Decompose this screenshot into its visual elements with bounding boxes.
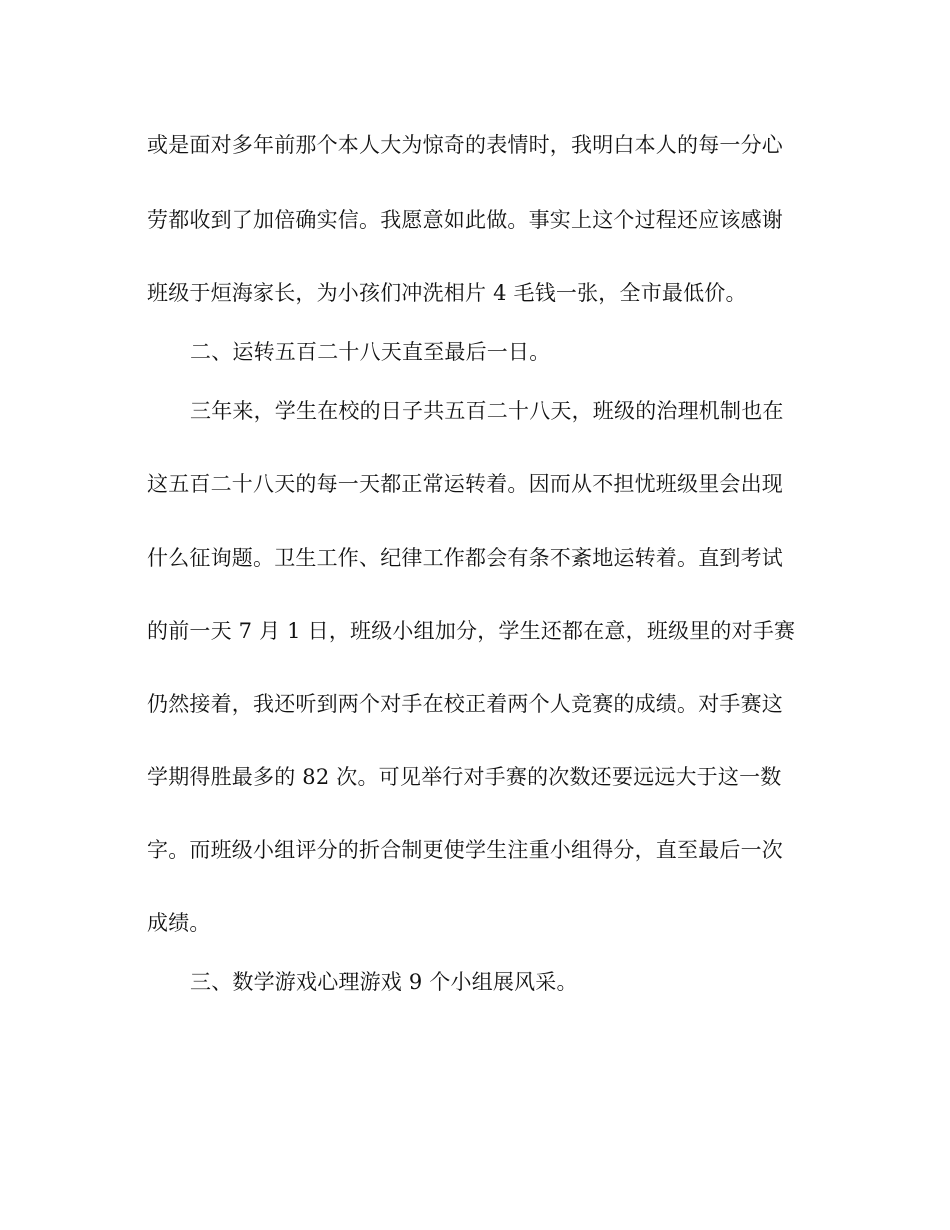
paragraph-line: 成绩。 (147, 911, 211, 935)
paragraph-line: 这五百二十八天的每一天都正常运转着。因而从不担忧班级里会出现 (147, 472, 783, 496)
paragraph-line: 字。而班级小组评分的折合制更使学生注重小组得分，直至最后一次 (147, 838, 783, 862)
section-heading: 二、运转五百二十八天直至最后一日。 (190, 340, 551, 364)
paragraph-line: 什么征询题。卫生工作、纪律工作都会有条不紊地运转着。直到考试 (147, 546, 783, 570)
paragraph-line: 班级于烜海家长，为小孩们冲洗相片 4 毛钱一张，全市最低价。 (147, 281, 747, 305)
paragraph-line: 劳都收到了加倍确实信。我愿意如此做。事实上这个过程还应该感谢 (147, 208, 783, 232)
paragraph-line: 三年来，学生在校的日子共五百二十八天，班级的治理机制也在 (190, 399, 784, 423)
paragraph-line: 或是面对多年前那个本人大为惊奇的表情时，我明白本人的每一分心 (147, 133, 783, 157)
paragraph-line: 学期得胜最多的 82 次。可见举行对手赛的次数还要远远大于这一数 (147, 765, 782, 789)
paragraph-line: 的前一天 7 月 1 日，班级小组加分，学生还都在意，班级里的对手赛 (147, 619, 796, 643)
section-heading: 三、数学游戏心理游戏 9 个小组展风采。 (190, 970, 578, 994)
paragraph-line: 仍然接着，我还听到两个对手在校正着两个人竞赛的成绩。对手赛这 (147, 692, 783, 716)
